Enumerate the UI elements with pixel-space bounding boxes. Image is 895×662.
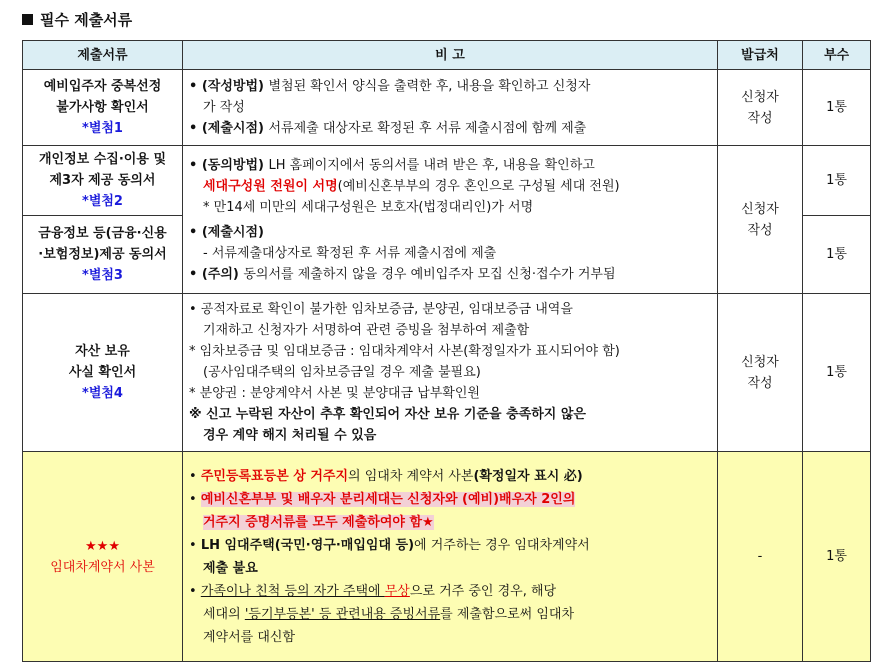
header-copies: 부수 — [803, 41, 871, 70]
remark-emphasis: 세대구성원 전원이 서명 — [203, 178, 338, 194]
remarks-cell — [183, 294, 718, 452]
remark-note: (공사임대주택의 임차보증금일 경우 제출 불필요) — [203, 365, 481, 380]
remark-warning: ※ 신고 누락된 자산이 추후 확인되어 자산 보유 기준을 충족하지 않은 — [189, 407, 586, 422]
remark-text: 세대의 — [203, 606, 245, 622]
header-remarks: 비 고 — [183, 41, 718, 70]
remark-text: 으로 거주 중인 경우, 해당 — [409, 583, 557, 599]
remark-text: '등기부등본' 등 관련내용 증빙서류 — [244, 606, 441, 622]
remark-emphasis: 거주지 증명서류를 모두 제출하여야 함★ — [203, 514, 434, 530]
table-row — [23, 294, 871, 452]
copies-cell: 1통 — [803, 216, 871, 294]
remark-note: * 임차보증금 및 임대보증금 : 임대차계약서 사본(확정일자가 표시되어야 함) — [189, 344, 620, 359]
star-marks: ★★★ — [85, 538, 120, 554]
remark-warning: 경우 계약 해지 처리될 수 있음 — [203, 428, 377, 443]
issuer-text: 신청자 — [741, 354, 779, 370]
doc-name-line: 개인정보 수집·이용 및 — [38, 152, 166, 167]
header-doc: 제출서류 — [23, 41, 183, 70]
table-row — [23, 146, 871, 216]
doc-name-line: 제3자 제공 동의서 — [49, 173, 156, 188]
issuer-cell: - — [718, 452, 803, 662]
issuer-text: 작성 — [747, 110, 773, 126]
issuer-text: 신청자 — [741, 89, 779, 105]
remark-text: 에 거주하는 경우 임대차계약서 — [414, 537, 590, 553]
remarks-cell — [183, 146, 718, 294]
remark-text: 서류제출 대상자로 확정된 후 서류 제출시점에 함께 제출 — [268, 121, 587, 136]
remark-text: 가 작성 — [203, 100, 245, 115]
doc-name-line: 불가사항 확인서 — [56, 100, 149, 115]
doc-cell — [23, 70, 183, 146]
remark-text: LH 홈페이지에서 동의서를 내려 받은 후, 내용을 확인하고 — [268, 157, 595, 173]
attachment-ref: *별첨4 — [82, 386, 123, 401]
remark-label: LH 임대주택(국민·영구·매입임대 등) — [200, 537, 415, 553]
remark-label: • (동의방법) — [189, 157, 269, 173]
table-header-row — [23, 41, 871, 70]
remark-text: 동의서를 제출하지 않을 경우 예비입주자 모집 신청·접수가 거부됨 — [243, 266, 616, 282]
remark-text: 계약서를 대신함 — [203, 629, 296, 645]
remark-emphasis: 예비신혼부부 및 배우자 분리세대는 신청자와 (예비)배우자 2인의 — [200, 491, 576, 507]
remark-note: * 분양권 : 분양계약서 사본 및 분양대금 납부확인원 — [189, 386, 480, 401]
table-row — [23, 70, 871, 146]
remark-text: 기재하고 신청자가 서명하여 관련 증빙을 첨부하여 제출함 — [203, 323, 530, 338]
remark-text: • 공적자료로 확인이 불가한 임차보증금, 분양권, 임대보증금 내역을 — [189, 302, 573, 317]
doc-name-line: 임대차계약서 사본 — [50, 559, 155, 575]
section-title-wrap — [22, 9, 132, 30]
attachment-ref: *별첨2 — [82, 194, 123, 209]
remark-label: (확정일자 표시 必) — [473, 468, 583, 484]
issuer-text: 작성 — [747, 375, 773, 391]
remarks-cell — [183, 70, 718, 146]
remark-emphasis: 무상 — [384, 583, 410, 599]
doc-cell — [23, 452, 183, 662]
square-bullet-icon — [22, 14, 33, 25]
issuer-cell — [718, 146, 803, 294]
issuer-cell — [718, 70, 803, 146]
doc-name-line: ·보험정보)제공 동의서 — [38, 247, 167, 262]
remarks-cell: • 주민등록표등본 상 거주지의 임대차 계약서 사본(확정일자 표시 必) • 예비신혼부부 및 배우자 분리세대는 신청자와 (예비)배우자 2인의 거주지 증명서류를 모두 제출하여야 함★ • LH 임대주택(국민·영구·매입임대 등)에 거주하는 경우 임대차계약서 제출 불요 • 가족이나 친척 등의 자가 주택에 무상으로 거주 중인 경우, 해당 세대의 '등기부등본' 등 관련내용 증빙서류를 제출함으로써 임대차 계약서를 대신함 — [183, 452, 718, 662]
remark-text: 를 제출함으로써 임대차 — [440, 606, 575, 622]
copies-cell: 1통 — [803, 452, 871, 662]
copies-cell: 1통 — [803, 146, 871, 216]
remark-text: 별첨된 확인서 양식을 출력한 후, 내용을 확인하고 신청자 — [268, 79, 591, 94]
doc-name-line: 자산 보유 — [75, 344, 130, 359]
doc-name-line: 사실 확인서 — [68, 365, 137, 380]
required-documents-table — [22, 40, 871, 662]
remark-label: • (제출시점) — [189, 224, 264, 240]
header-issuer: 발급처 — [718, 41, 803, 70]
doc-name-line: 금융정보 등(금융·신용 — [38, 226, 167, 241]
remark-label: 제출 불요 — [203, 560, 258, 576]
remark-text: - 서류제출대상자로 확정된 후 서류 제출시점에 제출 — [203, 245, 497, 261]
remark-text: 가족이나 친척 등의 자가 주택에 — [200, 583, 385, 599]
issuer-cell — [718, 294, 803, 452]
remark-text: (예비신혼부부의 경우 혼인으로 구성될 세대 전원) — [337, 178, 620, 194]
copies-cell: 1통 — [803, 70, 871, 146]
remark-label: • (작성방법) — [189, 79, 269, 94]
remark-label: • (제출시점) — [189, 121, 269, 136]
doc-cell — [23, 146, 183, 216]
section-title: 필수 제출서류 — [40, 11, 133, 29]
copies-cell: 1통 — [803, 294, 871, 452]
attachment-ref: *별첨1 — [82, 121, 123, 136]
attachment-ref: *별첨3 — [82, 268, 123, 283]
issuer-text: 신청자 — [741, 201, 779, 217]
remark-emphasis: 주민등록표등본 상 거주지 — [200, 468, 349, 484]
doc-cell — [23, 294, 183, 452]
doc-name-line: 예비입주자 중복선정 — [43, 79, 162, 94]
remark-text: 의 임대차 계약서 사본 — [348, 468, 474, 484]
remark-note: * 만14세 미만의 세대구성원은 보호자(법정대리인)가 서명 — [203, 199, 534, 215]
issuer-text: 작성 — [747, 222, 773, 238]
table-row — [23, 452, 871, 662]
doc-cell — [23, 216, 183, 294]
remark-label: • (주의) — [189, 266, 244, 282]
